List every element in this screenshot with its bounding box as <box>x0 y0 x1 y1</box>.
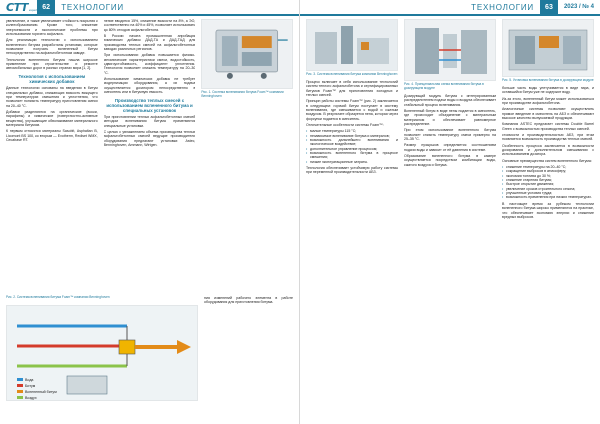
plant-photo-illustration <box>307 20 397 71</box>
paragraph: Данные технологии основаны на введении в битум специальных добавок, снижающих вязкость вяжущего при температурах смешения и уплотнения, что позволяет понизить температуру приготовления смеси на 20–40 °С. <box>6 86 98 108</box>
figure-caption: Рис. 1. Система вспенивания битума Foam™ компании Benninghoven <box>201 90 284 98</box>
paragraph: Технология обеспечивает устойчивую работу системы при переменной производительности АБЗ. <box>306 166 398 175</box>
left-page-number: 62 <box>37 0 55 15</box>
wide-figure-caption: Рис. 2. Система вспенивания битума Foam™ компании Benninghoven <box>6 295 110 299</box>
paragraph: При приготовлении теплых асфальтобетонных смесей методом вспенивания битума применяются специальные установки. <box>103 115 196 128</box>
figure-caption: Рис. 4. Принципиальная схема вспенивания битума в дозирующем модуле <box>404 82 484 90</box>
right-column-3 <box>502 19 594 420</box>
list-item: • малые температуры 115 °С; <box>306 129 398 133</box>
left-header <box>0 0 299 16</box>
paragraph: Компания ASTEC предлагает системы Double Barrel Green с возможностью производства теплых смесей. <box>502 122 594 131</box>
right-columns <box>306 19 594 420</box>
left-section-title: ТЕХНОЛОГИИ <box>61 2 124 12</box>
dosing-module-illustration <box>405 20 495 81</box>
paragraph: стоимости и производительностью АБЗ, при этом появляется возможность производства теплых смесей. <box>502 133 594 142</box>
legend-foamed-bitumen: Вспененный битум <box>25 390 57 394</box>
paragraph: Добавки разделяются на органические (воски, парафины) и химические (поверхностно-активные вещества), улучшающие обволакивание минерального материала битумом. <box>6 109 98 127</box>
figure-dosing-module <box>404 19 496 81</box>
paragraph: увеличение, и также увеличивает стойкость покрытия к колееобразованию. Кроме того, снижение энергоемкости и экологические проблемы при использовании горячего асфальта. <box>6 19 98 37</box>
right-column-2 <box>404 19 496 420</box>
legend-air: Воздух <box>25 396 37 400</box>
paragraph: При этом использование вспененного битума позволяет снизить температуру смеси примерно на 25–35 °С. <box>404 128 496 141</box>
list-item: • низкие эксплуатационные затраты. <box>306 160 398 164</box>
paragraph: Отличительные особенности системы Foam™: <box>306 123 384 127</box>
paragraph: Особенность процесса заключается в возможности дозирования и дополнительном смешивании с использованием дозатора. <box>502 143 594 157</box>
right-page-number: 63 <box>540 0 558 15</box>
right-page <box>300 0 600 424</box>
paragraph: ния изменений рабочего элемента в работе оборудования для приготовления битума. <box>204 296 293 305</box>
paragraph: В России начата промышленная апробация химических добавок ДАД-ТА и ДАД-ТАД для производства теплых смесей на асфальтобетонных заводах различных регионов. <box>103 34 196 52</box>
list-item: • быстрое открытие движения; <box>502 182 594 186</box>
figure-plant-module <box>502 19 594 77</box>
list-item: • сокращение выбросов в атмосферу; <box>502 169 594 173</box>
paragraph: Аналогичные системы позволяют осуществлять прямое введение в смеситель на АБЗ и обеспечивают высокое качество выпускаемой продукции. <box>502 107 594 120</box>
figure-foam-schematic <box>6 305 198 401</box>
paragraph: К первым относятся материалы Sasobit, Asphaltan B, Licomont BS 100, ко вторым — Evotherm, Rediset WMX, Cecabase RT. <box>6 129 98 142</box>
paragraph: При использовании добавок повышается физико-механические характеристики смеси, водостойкость, сдвигоустойчивость, коэффициент уплотнения. Технология позволяет снижать температуру на 20–30 °С. <box>103 53 196 75</box>
section-heading: Технология с использованием химических добавок <box>18 73 86 84</box>
list-item: • снижение старения битума; <box>502 178 594 182</box>
left-col3-lower <box>204 296 293 420</box>
list-item: • возможность применения при низких температурах. <box>502 195 594 199</box>
section-heading: Производство теплых смесей с использованием вспененного битума и специальных установок <box>106 97 193 113</box>
figure-foam-unit <box>201 19 293 89</box>
paragraph: ление вводится 15%, снижение вязкости на 8%, а ЭО, соответственно на 40% и 45%, позволяет использовать до 80% отходов асфальтобетона. <box>103 19 196 32</box>
logo-text: CTT <box>6 0 28 14</box>
paragraph: Из-за этого, вспененный битум может использоваться при производстве асфальтобетона. <box>502 96 594 105</box>
foam-schematic-diagram <box>7 306 198 401</box>
paragraph: Дозирующий модуль битума с интегрированным распределителем подачи воды и воздуха обеспечивает стабильный процесс вспенивания. <box>404 93 496 107</box>
legend-bitumen: Битум <box>25 384 36 388</box>
paragraph: Технология вспененного битума нашла широкое применение при строительстве и ремонте автомобильных дорог в разных странах мира [1, 2]. <box>6 57 98 71</box>
advantages-list <box>502 165 594 200</box>
foam-unit-illustration <box>202 20 292 89</box>
list-item: • улучшенные условия труда; <box>502 191 594 195</box>
features-list <box>306 129 398 164</box>
right-column-1 <box>306 19 398 420</box>
paragraph: Принцип работы системы Foam™ (рис. 2) заключается в следующем: горячий битум поступает в систему вспенивания, где смешивается с водой и сжатым воздухом. В результате образуется пена, которая через форсунки подается в смеситель. <box>306 99 398 121</box>
paragraph: Для реализации технологии с использованием вспененного битума разработаны установки, которые позволяют получать вспененный битум непосредственно на асфальтобетонном заводе. <box>6 38 98 56</box>
figure-caption: Рис. 3. Система вспенивания битума компании Benninghoven <box>306 72 398 76</box>
left-columns <box>6 19 293 294</box>
paragraph: больше часть воды улетучивается в виде пара, и оставшийся битум уже не содержит воду. <box>502 85 594 95</box>
paragraph: Основные преимущества систем вспененного битума: <box>502 158 592 163</box>
plant-module-illustration <box>503 20 593 77</box>
list-item: • дополнительное управление процессом; <box>306 147 398 151</box>
list-item: • независимое вспенивание битума и минералов; <box>306 134 398 138</box>
list-item: • снижение температуры на 20–40 °С; <box>502 165 594 169</box>
paragraph: Размер пузырьков определяется соотношением подачи воды и зависит от её давления в системе. <box>404 143 496 152</box>
paragraph: С целью с увлажнением объема производства теплых асфальтобетонных смесей ведущие производители оборудования предлагают установки: Astec, Benninghoven, Ammann, Wirtgen. <box>103 130 196 148</box>
left-column-3 <box>201 19 293 294</box>
left-column-1 <box>6 19 98 294</box>
figure-benninghoven-unit <box>306 19 398 71</box>
paragraph: Использование химических добавок не требует модернизации оборудования, а их подача осуществляется дозатором непосредственно в смеситель или в битумную емкость. <box>103 77 196 95</box>
figure-caption: Рис. 5. Установка вспенивания битума в дозирующем модуле <box>502 78 594 82</box>
list-item: • возможность вспененного битума в процессе смешения; <box>306 151 398 160</box>
list-item: • экономия топлива до 30 %; <box>502 174 594 178</box>
right-header <box>300 0 600 16</box>
list-item: • возможность дальнейшего вспенивания и экологическое воздействие; <box>306 138 398 147</box>
paragraph: Вспененный битум в виде пены подается в смеситель, где происходит объединение с минеральным материалом и обеспечивает равномерное распределение. <box>404 108 496 126</box>
ctt-logo <box>0 0 37 15</box>
paragraph: Процесс включает в себя использование технологий систем теплого асфальтобетона и сертифицированных битумов Foam™ для приготовления холодных и теплых смесей. <box>306 79 398 97</box>
issue-number: 2023 / № 4 <box>563 4 594 10</box>
list-item: • увеличение сроков строительного сезона; <box>502 187 594 191</box>
left-column-2 <box>104 19 196 294</box>
legend-water: Вода <box>25 378 34 382</box>
paragraph: В настоящее время за рубежом технологии вспененного битума широко применяются на практике, что обеспечивает экономию энергии и снижение вредных выбросов. <box>502 201 594 219</box>
right-section-title: ТЕХНОЛОГИИ <box>471 2 534 12</box>
logo-subtext: expert <box>28 8 38 12</box>
paragraph: Образование вспененного битума в камере осуществляется посредством комбинации воды, сжатого воздуха и битума. <box>404 153 496 167</box>
